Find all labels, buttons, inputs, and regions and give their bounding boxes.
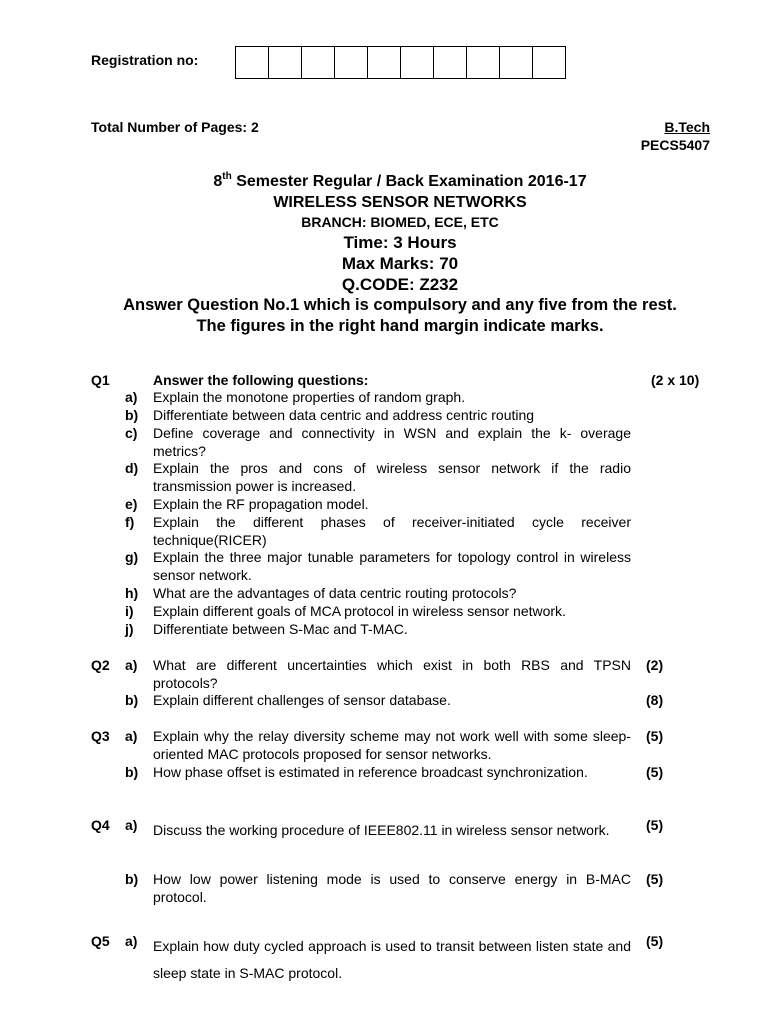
question-text: Differentiate between data centric and address centric routing (153, 407, 535, 423)
question-text: Explain the three major tunable parameters for topology control in wireless sensor network. (153, 549, 631, 583)
part-label: e) (125, 496, 138, 512)
registration-digit-box[interactable] (533, 47, 565, 78)
part-label: f) (125, 514, 135, 530)
part-label: h) (125, 585, 139, 601)
question-text: What are different uncertainties which exist in both RBS and TPSN protocols? (153, 657, 631, 691)
subject-title: WIRELESS SENSOR NETWORKS (273, 194, 527, 211)
registration-digit-box[interactable] (434, 47, 467, 78)
instruction-line-2: The figures in the right hand margin indicate marks. (196, 317, 604, 335)
part-label: a) (125, 389, 138, 405)
question-text: How low power listening mode is used to conserve energy in B-MAC protocol. (153, 871, 631, 905)
registration-digit-box[interactable] (269, 47, 302, 78)
registration-digit-box[interactable] (467, 47, 500, 78)
registration-number-boxes[interactable] (235, 46, 566, 79)
question-number: Q5 (91, 933, 110, 949)
marks: (5) (646, 728, 664, 744)
q1-marks: (2 x 10) (651, 372, 700, 388)
marks: (8) (646, 692, 664, 708)
total-pages: Total Number of Pages: 2 (91, 119, 259, 135)
branch-line: BRANCH: BIOMED, ECE, ETC (301, 214, 499, 230)
time-line: Time: 3 Hours (343, 233, 457, 252)
part-label: b) (125, 407, 139, 423)
part-label: b) (125, 871, 139, 887)
question-text: Discuss the working procedure of IEEE802.11 in wireless sensor network. (153, 822, 610, 838)
max-marks-line: Max Marks: 70 (341, 254, 459, 273)
instruction-line-1: Answer Question No.1 which is compulsory and any five from the rest. (123, 296, 677, 314)
question-text: Explain why the relay diversity scheme may not work well with some sleep-oriented MAC protocols proposed for sensor networks. (153, 728, 631, 762)
q1-heading: Answer the following questions: (153, 372, 369, 388)
marks: (5) (646, 764, 664, 780)
part-label: c) (125, 425, 138, 441)
question-text: Explain the RF propagation model. (153, 496, 369, 512)
question-text: Explain the different phases of receiver-initiated cycle receiver technique(RICER) (153, 514, 631, 548)
registration-digit-box[interactable] (500, 47, 533, 78)
part-label: b) (125, 764, 139, 780)
part-label: j) (125, 621, 134, 637)
part-label: d) (125, 460, 139, 476)
registration-digit-box[interactable] (368, 47, 401, 78)
question-text: How phase offset is estimated in reference broadcast synchronization. (153, 764, 588, 780)
semester-title: 8th Semester Regular / Back Examination 2016-17 (213, 171, 587, 190)
part-label: g) (125, 549, 139, 565)
marks: (5) (646, 871, 664, 887)
question-text: Explain how duty cycled approach is used to transit between listen state and sleep state in S-MAC protocol. (153, 938, 631, 981)
paper-code: PECS5407 (640, 137, 710, 153)
part-label: b) (125, 692, 139, 708)
part-label: a) (125, 817, 138, 833)
registration-digit-box[interactable] (302, 47, 335, 78)
question-text: Differentiate between S-Mac and T-MAC. (153, 621, 408, 637)
registration-digit-box[interactable] (401, 47, 434, 78)
part-label: i) (125, 603, 134, 619)
question-text: Explain different challenges of sensor database. (153, 692, 451, 708)
marks: (2) (646, 657, 664, 673)
part-label: a) (125, 933, 138, 949)
part-label: a) (125, 728, 138, 744)
part-label: a) (125, 657, 138, 673)
registration-digit-box[interactable] (335, 47, 368, 78)
question-text: Explain the monotone properties of random graph. (153, 389, 466, 405)
course-name: B.Tech (664, 119, 710, 135)
question-number: Q4 (91, 817, 110, 833)
question-number: Q1 (91, 372, 110, 388)
registration-digit-box[interactable] (236, 47, 269, 78)
question-text: What are the advantages of data centric routing protocols? (153, 585, 517, 601)
question-text: Define coverage and connectivity in WSN and explain the k- overage metrics? (153, 425, 631, 459)
question-text: Explain the pros and cons of wireless sensor network if the radio transmission power is increased. (153, 460, 631, 494)
marks: (5) (646, 933, 664, 949)
question-number: Q2 (91, 657, 110, 673)
question-number: Q3 (91, 728, 110, 744)
registration-label: Registration no: (91, 52, 199, 68)
marks: (5) (646, 817, 664, 833)
qcode-line: Q.CODE: Z232 (341, 275, 459, 294)
question-text: Explain different goals of MCA protocol in wireless sensor network. (153, 603, 566, 619)
